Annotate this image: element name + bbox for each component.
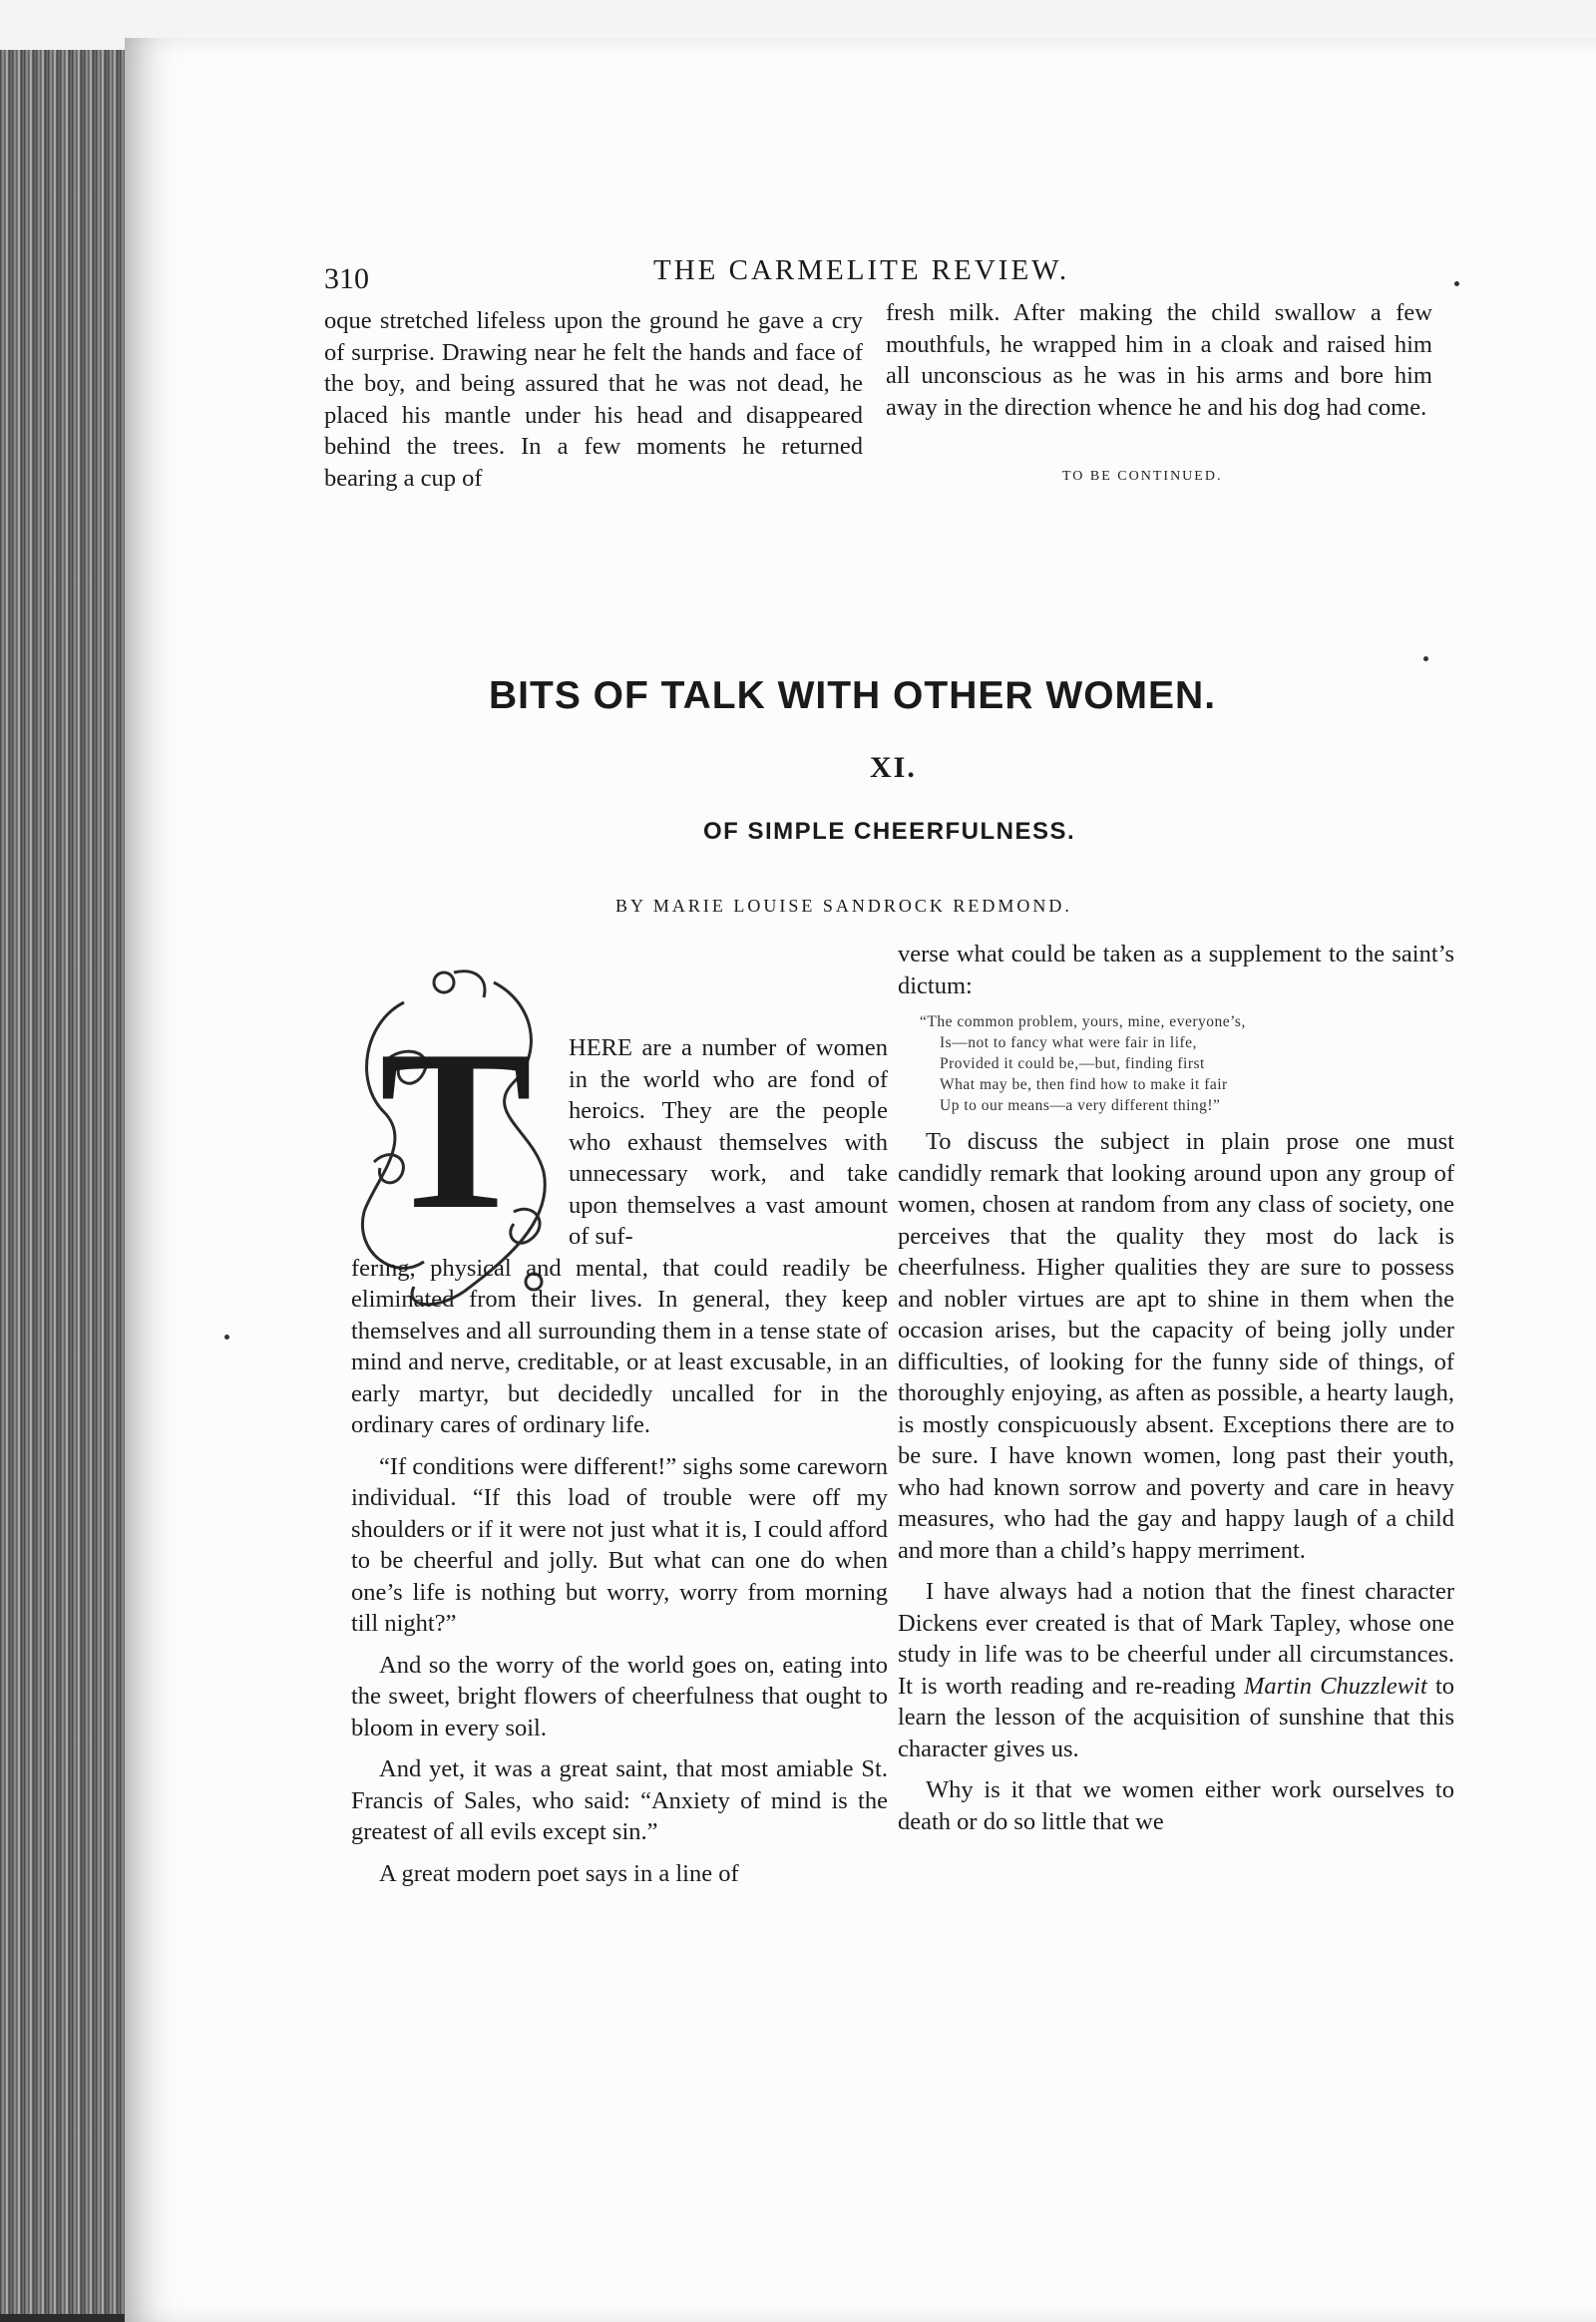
book-title: Martin Chuzzlewit xyxy=(1243,1672,1427,1700)
speck xyxy=(224,1335,229,1340)
paragraph: “If conditions were different!” sighs some careworn individual. “If this load of trouble were off my shoulders or if it were not just what it is, I could afford to be cheerful and jolly. But what can one do when one’s life is nothing but worry, worry from morning till night?” xyxy=(351,1452,888,1637)
previous-article-tail-left xyxy=(324,305,863,504)
to-be-continued: TO BE CONTINUED. xyxy=(1062,469,1223,484)
paragraph: To discuss the subject in plain prose one must candidly remark that looking around upon any group of women, chosen at random from any class of society, one perceives that the quality they most do lack is cheerfulness. Higher qualities they are sure to possess and nobler virtues are apt to shine in them when the occasion arises, but the capacity of being jolly under difficulties, of looking for the funny side of things, of thoroughly enjoying, as aften as possible, a hearty laugh, is mostly conspicuously absent. Exceptions there are to be sure. I have known women, long past their youth, who had known sorrow and poverty and care in heavy measures, who had the gay and happy laugh of a child and more than a child’s happy merriment. xyxy=(898,1128,1454,1564)
paragraph: Why is it that we women either work ourselves to death or do so little that we xyxy=(898,1776,1454,1835)
quote-line: “The common problem, yours, mine, everyone’s, xyxy=(920,1013,1246,1030)
quote-line: What may be, then find how to make it fair xyxy=(940,1076,1228,1093)
page-number: 310 xyxy=(324,262,369,295)
quote-line: Up to our means—a very different thing!” xyxy=(940,1097,1221,1114)
speck xyxy=(1454,281,1459,286)
quote-line: Provided it could be,—but, finding first xyxy=(940,1055,1205,1072)
paragraph: verse what could be taken as a supplement to the saint’s dictum: xyxy=(898,941,1454,999)
drop-cap-letter: T xyxy=(379,1002,533,1257)
poem-quote xyxy=(920,1011,1454,1116)
paragraph: A great modern poet says in a line of xyxy=(379,1859,739,1887)
quote-line: Is—not to fancy what were fair in life, xyxy=(940,1034,1197,1051)
previous-article-tail-right xyxy=(886,297,1432,433)
article-left-column xyxy=(351,1032,888,1899)
paragraph xyxy=(898,1576,1454,1764)
paragraph: fresh milk. After making the child swallow a few mouthfuls, he wrapped him in a cloak and raised him all unconscious as he was in his arms and bore him away in the direction whence he and his dog had come. xyxy=(886,299,1432,421)
paragraph: And so the worry of the world goes on, eating into the sweet, bright flowers of cheerfulness that ought to bloom in every soil. xyxy=(351,1651,888,1742)
byline: BY MARIE LOUISE SANDROCK REDMOND. xyxy=(615,896,1072,916)
paragraph: oque stretched lifeless upon the ground he gave a cry of surprise. Drawing near he felt the hands and face of the boy, and being assured that he was not dead, he placed his mantle under his head and disappeared behind the trees. In a few moments he returned bearing a cup of xyxy=(324,307,863,492)
paragraph: And yet, it was a great saint, that most amiable St. Francis of Sales, who said: “Anxiety of mind is the greatest of all evils except sin.” xyxy=(351,1755,888,1845)
running-title: THE CARMELITE REVIEW. xyxy=(653,254,1070,286)
paragraph: HERE are a number of women in the world who are fond of heroics. They are the people who exhaust themselves with unnecessary work, and take upon themselves a vast amount of suf- xyxy=(569,1034,888,1250)
article-title: BITS OF TALK WITH OTHER WOMEN. xyxy=(489,674,1217,717)
text-run: to learn the lesson of the acquisition of sunshine that this character gives us. xyxy=(898,1672,1454,1762)
article-right-column xyxy=(898,939,1454,1847)
article-number: XI. xyxy=(870,751,917,784)
speck xyxy=(1423,656,1428,661)
paragraph: fering, physical and mental, that could readily be eliminated from their lives. In general, they keep themselves and all surrounding them in a tense state of mind and nerve, creditable, or at least excusable, in an early martyr, but decidedly uncalled for in the ordinary cares of ordinary life. xyxy=(351,1254,888,1438)
article-subtitle: OF SIMPLE CHEERFULNESS. xyxy=(703,818,1076,845)
text-run: I have always had a notion that the finest character Dickens ever created is that of Mark Tapley, whose one study in life was to be cheerful under all circumstances. It is worth reading and re-reading xyxy=(898,1578,1454,1700)
